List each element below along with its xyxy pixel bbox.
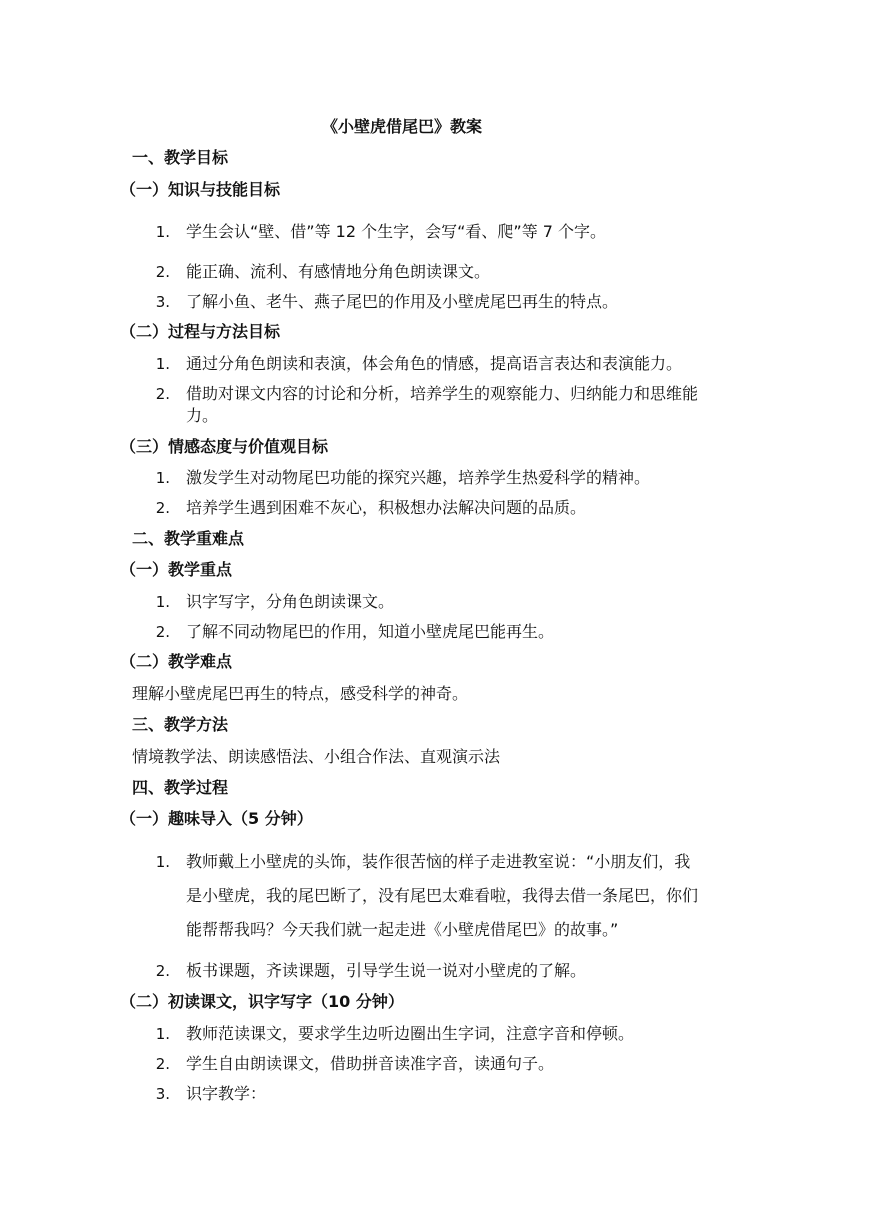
list-number: 1. [155,593,170,611]
list-item: 教师戴上小壁虎的头饰，装作很苦恼的样子走进教室说：“小朋友们，我 [186,852,691,871]
list-number: 2. [155,962,170,980]
subheading-first-reading: （二）初读课文，识字写字（10 分钟） [120,992,404,1011]
list-item: 学生会认“壁、借”等 12 个生字，会写“看、爬”等 7 个字。 [186,222,607,241]
paragraph: 情境教学法、朗读感悟法、小组合作法、直观演示法 [132,747,501,766]
list-item-continuation: 能帮帮我吗？今天我们就一起走进《小壁虎借尾巴》的故事。” [186,920,619,939]
list-item: 激发学生对动物尾巴功能的探究兴趣，培养学生热爱科学的精神。 [186,468,651,487]
list-item: 借助对课文内容的讨论和分析，培养学生的观察能力、归纳能力和思维能 [186,384,699,403]
list-number: 2. [155,499,170,517]
subheading-process: （二）过程与方法目标 [120,322,281,341]
list-number: 2. [155,623,170,641]
subheading-attitude: （三）情感态度与价值观目标 [120,437,329,456]
document-title: 《小壁虎借尾巴》教案 [322,117,483,136]
list-item: 通过分角色朗读和表演，体会角色的情感，提高语言表达和表演能力。 [186,354,683,373]
list-number: 1. [155,223,170,241]
list-item: 学生自由朗读课文，借助拼音读准字音，读通句子。 [186,1054,555,1073]
list-item: 板书课题，齐读课题，引导学生说一说对小壁虎的了解。 [186,961,587,980]
list-item: 教师范读课文，要求学生边听边圈出生字词，注意字音和停顿。 [186,1024,635,1043]
subheading-focus: （一）教学重点 [120,560,233,579]
subheading-knowledge: （一）知识与技能目标 [120,180,281,199]
list-number: 1. [155,853,170,871]
list-number: 1. [155,469,170,487]
list-number: 3. [155,293,170,311]
list-item-continuation: 是小壁虎，我的尾巴断了，没有尾巴太难看啦，我得去借一条尾巴，你们 [186,886,699,905]
section-heading-key-points: 二、教学重难点 [132,529,245,548]
section-heading-process: 四、教学过程 [132,778,229,797]
list-number: 2. [155,263,170,281]
subheading-difficulty: （二）教学难点 [120,652,233,671]
list-number: 1. [155,355,170,373]
list-number: 2. [155,1055,170,1073]
list-item: 能正确、流利、有感情地分角色朗读课文。 [186,262,491,281]
list-item: 了解不同动物尾巴的作用，知道小壁虎尾巴能再生。 [186,622,555,641]
section-heading-objectives: 一、教学目标 [132,148,229,167]
list-number: 1. [155,1025,170,1043]
list-item: 识字写字，分角色朗读课文。 [186,592,395,611]
section-heading-methods: 三、教学方法 [132,715,229,734]
paragraph: 理解小壁虎尾巴再生的特点，感受科学的神奇。 [132,684,469,703]
list-item: 了解小鱼、老牛、燕子尾巴的作用及小壁虎尾巴再生的特点。 [186,292,619,311]
list-item: 培养学生遇到困难不灰心，积极想办法解决问题的品质。 [186,498,587,517]
list-number: 2. [155,385,170,403]
list-item-continuation: 力。 [186,406,219,425]
list-item: 识字教学： [186,1084,267,1103]
subheading-intro: （一）趣味导入（5 分钟） [120,809,313,828]
list-number: 3. [155,1085,170,1103]
